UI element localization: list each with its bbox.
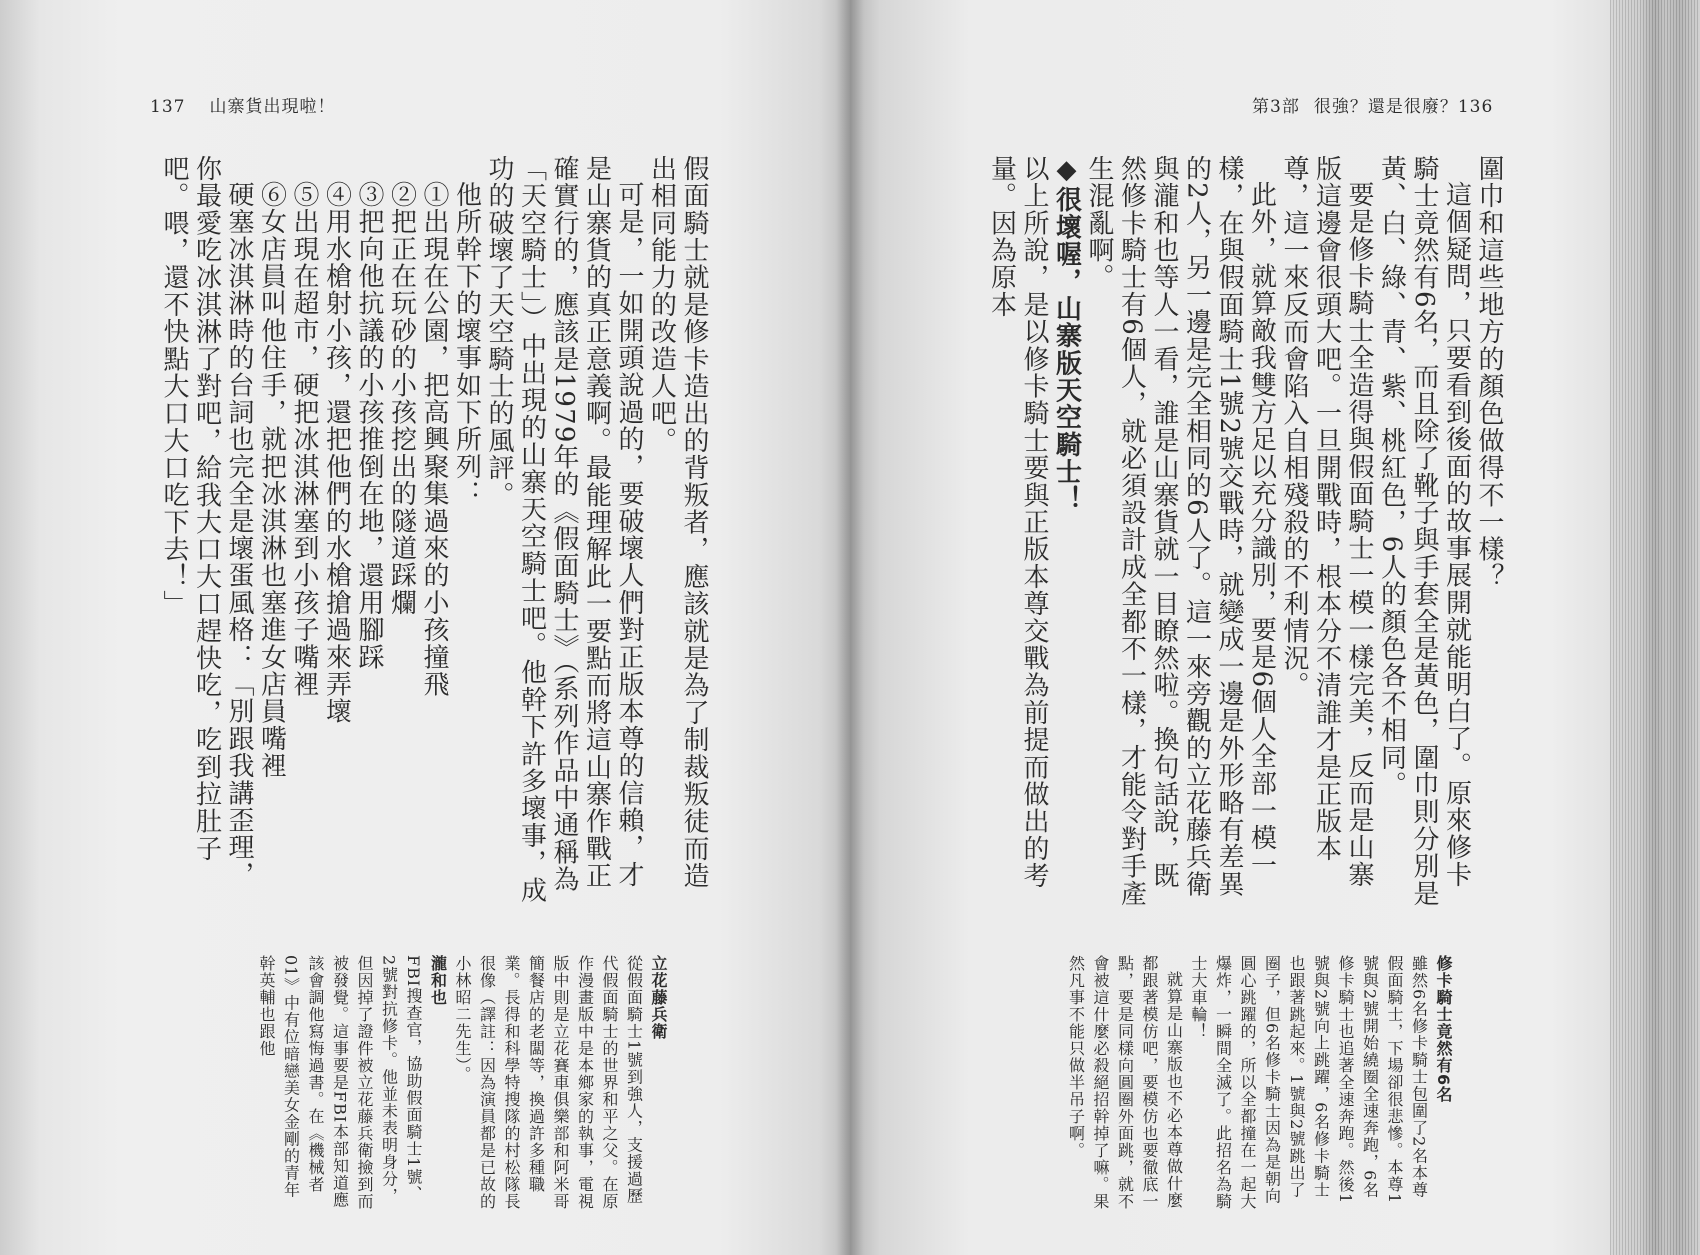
right-running-head <box>1252 92 1493 117</box>
left-main-text <box>115 155 710 910</box>
right-footnote <box>935 955 1455 1210</box>
paragraph: 硬塞冰淇淋時的台詞也完全是壞蛋風格：「別跟我講歪理，你最愛吃冰淇淋了對吧，給我大口大口趕快吃，吃到拉肚子吧。喂，還不快點大口大口吃下去！」 <box>159 155 254 889</box>
note-title: 瀧和也 <box>428 955 448 1006</box>
paragraph: 可是，一如開頭說過的，要破壞人們對正版本尊的信賴，才是山寨貨的真正意義啊。最能理解此一要點而將這山寨作戰正確實行的，應該是1979年的《假面騎士》（系列作品中通稱為「天空騎士」）中出現的山寨天空騎士吧。他幹下許多壞事，成功的破壞了天空騎士的風評。 <box>484 155 644 904</box>
right-page-number: 136 <box>1457 97 1494 117</box>
paragraph: 假面騎士就是修卡造出的背叛者，應該就是為了制裁叛徒而造出相同能力的改造人吧。 <box>646 155 709 890</box>
left-page-number: 137 <box>150 97 186 117</box>
note-body: FBI搜查官，協助假面騎士1號、2號對抗修卡。他並未表明身分，但因掉了證件被立花藤兵衛撿到而被發覺。這事要是FBI本部知道應該會調他寫悔過書。在《機械者01》中有位暗戀美女金剛的青年幹英輔也跟他 <box>257 955 423 1210</box>
list-item: ③把向他抗議的小孩推倒在地，還用腳踩 <box>354 181 384 671</box>
left-footnotes <box>125 955 670 1210</box>
list-item: ①出現在公園，把高興聚集過來的小孩撞飛 <box>419 181 449 698</box>
book-gutter <box>836 0 864 1255</box>
right-running-head-title: 很強？還是很廢？ <box>1313 97 1458 117</box>
list-item: ⑥女店員叫他住手，就把冰淇淋也塞進女店員嘴裡 <box>256 181 287 780</box>
note-body: 就算是山寨版也不必本尊做什麼都跟著模仿吧，要模仿也要徹底一點，要是同樣向圓圈外面跳，就不會被這什麼必殺絕招幹掉了嘛。果然凡事不能只做半吊子啊。 <box>1066 955 1184 1210</box>
paragraph: 要是修卡騎士全造得與假面騎士一模一樣完美，反而是山寨版這邊會很頭大吧。一旦開戰時，根本分不清誰才是正版本尊，這一來反而會陷入自相殘殺的不利情況。 <box>1279 155 1374 889</box>
note-title: 修卡騎士竟然有6名 <box>1434 955 1453 1104</box>
section-heading: ◆很壞喔，山寨版天空騎士！ <box>1051 155 1082 513</box>
paragraph: 他所幹下的壞事如下所列： <box>451 181 482 508</box>
list-item: ⑤出現在超市，硬把冰淇淋塞到小孩子嘴裡 <box>289 181 319 698</box>
left-running-head-title: 山寨貨出現啦！ <box>209 97 336 117</box>
paragraph: 圍巾和這些地方的顏色做得不一樣？ <box>1474 155 1504 591</box>
note-body: 雖然6名修卡騎士包圍了2名本尊假面騎士，下場卻很悲慘。本尊1號與2號開始繞圈全速奔跑，6名修卡騎士也追著全速奔跑。然後1號與2號向上跳躍，6名修卡騎士也跟著跳起來。1號與2號跳出了圈子，但6名修卡騎士因為是朝向圓心跳躍的，所以全都撞在一起大爆炸，一瞬間全滅了。此招名為騎士大車輪！ <box>1189 955 1429 1210</box>
note-title: 立花藤兵衛 <box>649 955 668 1040</box>
right-running-head-part: 第3部 <box>1252 97 1300 117</box>
paragraph: 這個疑問，只要看到後面的故事展開就能明白了。原來修卡騎士竟然有6名，而且除了靴子與手套全是黃色，圍巾則分別是黃、白、綠、青、紫、桃紅色，6人的顏色各不相同。 <box>1376 155 1472 908</box>
left-running-head <box>150 92 335 117</box>
page-edges <box>1610 0 1700 1255</box>
paragraph: 以上所說，是以修卡騎士要與正版本尊交戰為前提而做出的考量。因為原本 <box>986 155 1049 890</box>
list-item: ④用水槍射小孩，還把他們的水槍搶過來弄壞 <box>321 181 352 725</box>
paragraph: 此外，就算敵我雙方足以充分識別，要是6個人全部一模一樣，在與假面騎士1號2號交戰時，就變成一邊是外形略有差異的2人，另一邊是完全相同的6人了。這一來旁觀的立花藤兵衛與瀧和也等人一看，誰是山寨貨就一目瞭然啦。換句話說，既然修卡騎士有6個人，就必須設計成全都不一樣，才能令對手產生混亂啊。 <box>1084 155 1277 908</box>
right-main-text <box>935 155 1505 910</box>
list-item: ②把正在玩砂的小孩挖出的隧道踩爛 <box>386 181 417 617</box>
note-body: 從假面騎士1號到強人，支援過歷代假面騎士的世界和平之父。在原作漫畫版中是本鄉家的執事，電視版中則是立花賽車俱樂部和阿米哥簡餐店的老闆等，換過許多種職業。長得和科學特搜隊的村松隊長很像（譯註：因為演員都是已故的小林昭二先生）。 <box>453 955 644 1210</box>
